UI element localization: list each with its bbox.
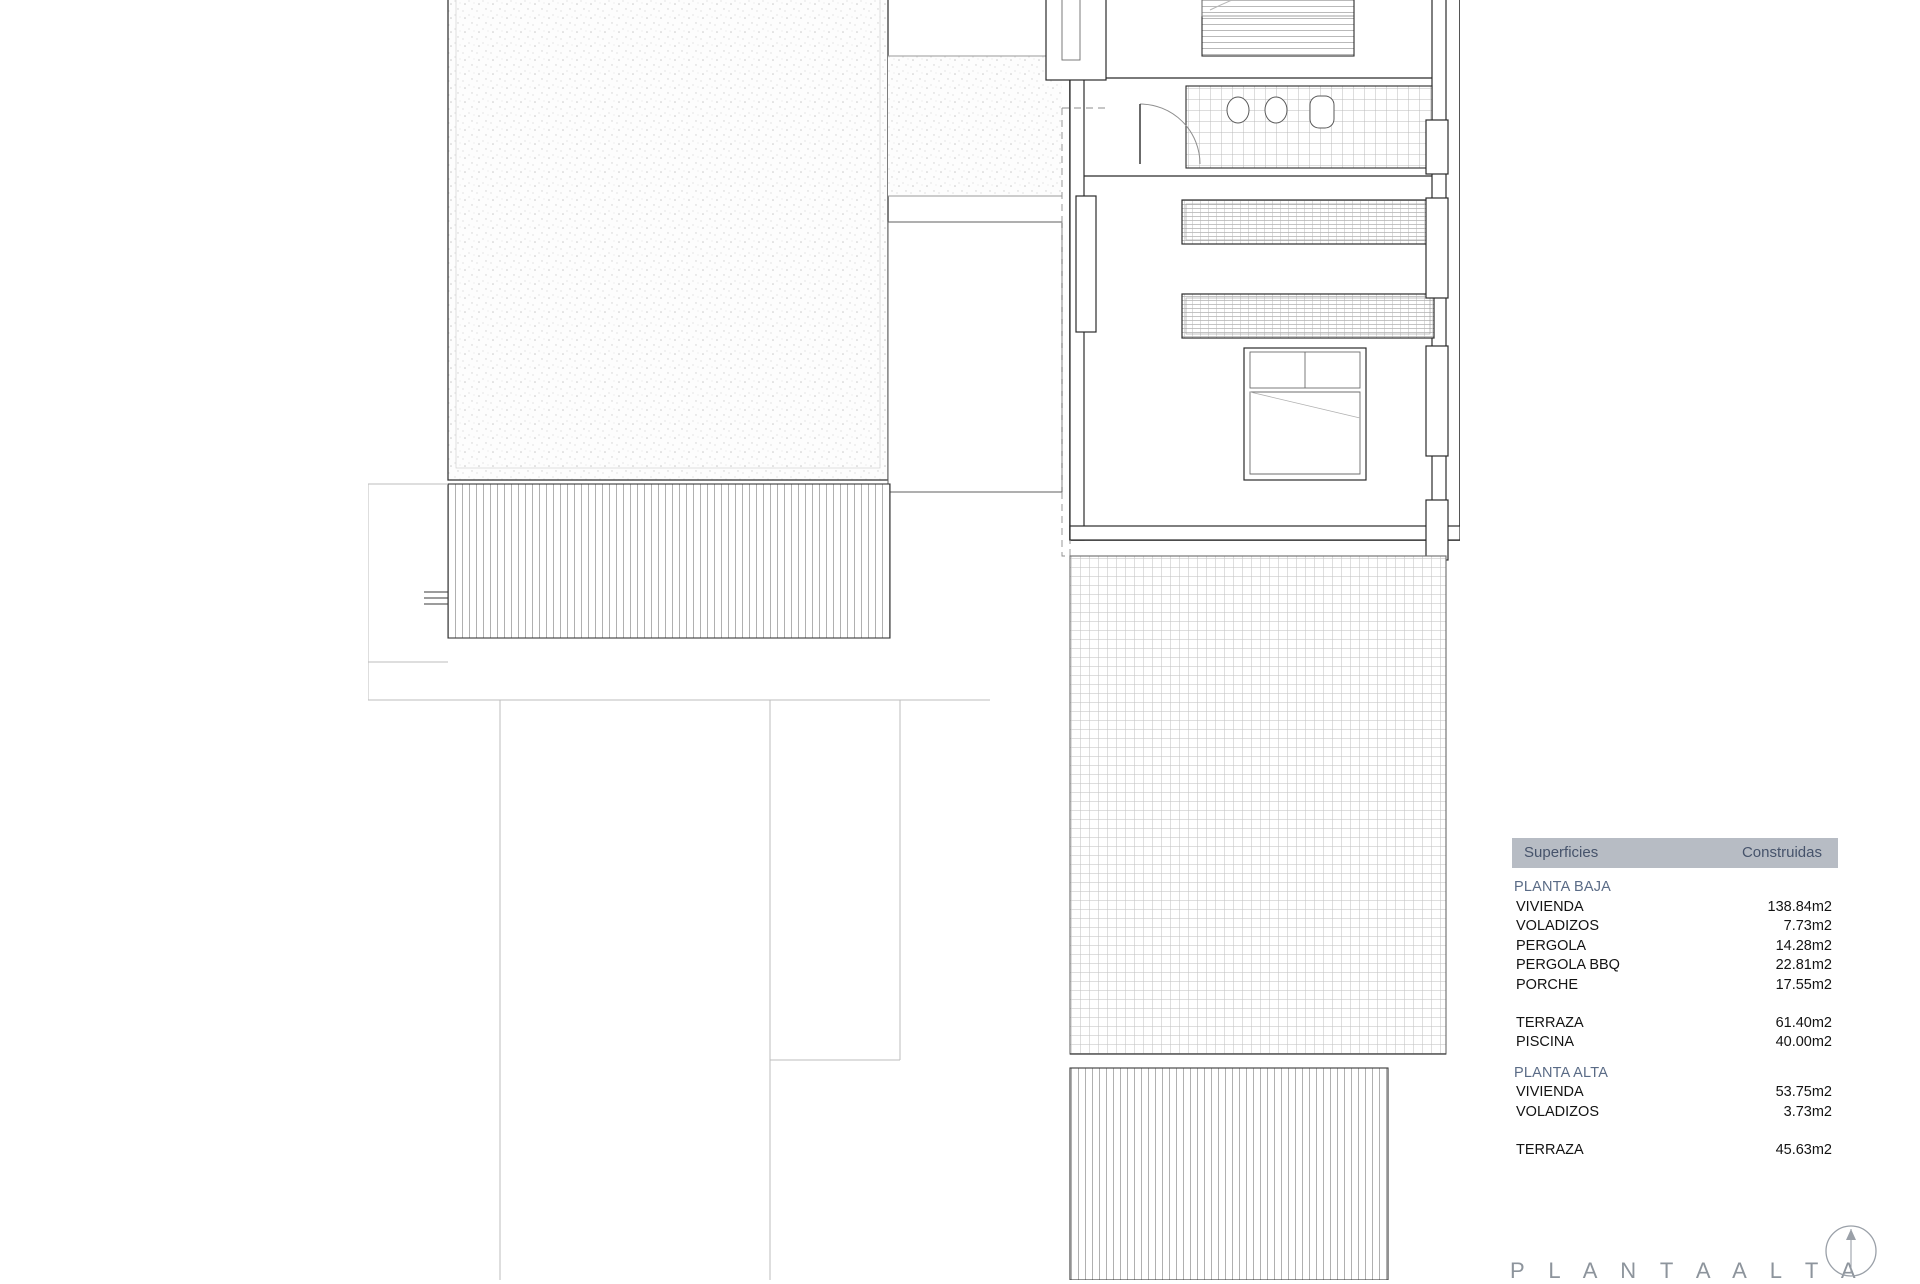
row-value: 45.63m2 [1775,1141,1832,1158]
window-openings [1076,120,1448,560]
row-label: PORCHE [1516,976,1579,993]
bathroom [1140,86,1432,168]
table-row [1514,898,1832,918]
spacer [1514,1123,1840,1141]
row-label: TERRAZA [1516,1014,1584,1031]
bottom-deck [1070,1068,1388,1280]
table-row [1514,1083,1832,1103]
row-value: 53.75m2 [1775,1084,1832,1101]
row-label: PERGOLA [1516,937,1587,954]
row-label: VIVIENDA [1516,898,1584,915]
spacer [1514,1053,1840,1062]
staircase [1202,0,1354,56]
surfaces-header-left: Superficies [1524,844,1599,861]
row-value: 7.73m2 [1783,918,1832,935]
row-value: 138.84m2 [1767,898,1832,915]
lower-terrace [1070,556,1446,1054]
row-label: VOLADIZOS [1516,918,1599,935]
bedroom-bed [1244,348,1366,480]
table-row [1514,1033,1832,1053]
row-label: VOLADIZOS [1516,1103,1599,1120]
row-value: 61.40m2 [1775,1014,1832,1031]
row-label: TERRAZA [1516,1141,1584,1158]
surfaces-table-header [1512,838,1838,868]
row-label: PISCINA [1516,1034,1575,1051]
north-arrow-icon [1823,1223,1879,1279]
upper-terrace-stipple [888,56,1062,196]
row-label: PERGOLA BBQ [1516,957,1620,974]
table-row [1514,1014,1832,1034]
row-value: 40.00m2 [1775,1034,1832,1051]
table-row [1514,937,1832,957]
page-title: P L A N T A A L T A [1510,1258,1865,1283]
table-row [1514,976,1832,996]
surfaces-table [1512,838,1842,1160]
row-value: 22.81m2 [1775,957,1832,974]
row-value: 17.55m2 [1775,976,1832,993]
wardrobe-blocks [1182,200,1434,338]
table-row [1514,917,1832,937]
section-title-planta-alta: PLANTA ALTA [1514,1064,1609,1081]
annexe-block [1046,0,1106,80]
section-title-planta-baja: PLANTA BAJA [1514,879,1612,895]
surfaces-header-right: Construidas [1741,844,1822,861]
surfaces-table-body [1512,868,1842,1160]
row-value: 14.28m2 [1775,937,1832,954]
pool-area [448,0,888,480]
table-row [1514,956,1832,976]
row-value: 3.73m2 [1783,1103,1832,1120]
pool-deck [424,484,890,638]
table-row [1514,1141,1832,1161]
row-label: VIVIENDA [1516,1084,1584,1101]
table-row [1514,1103,1832,1123]
spacer [1514,996,1840,1014]
